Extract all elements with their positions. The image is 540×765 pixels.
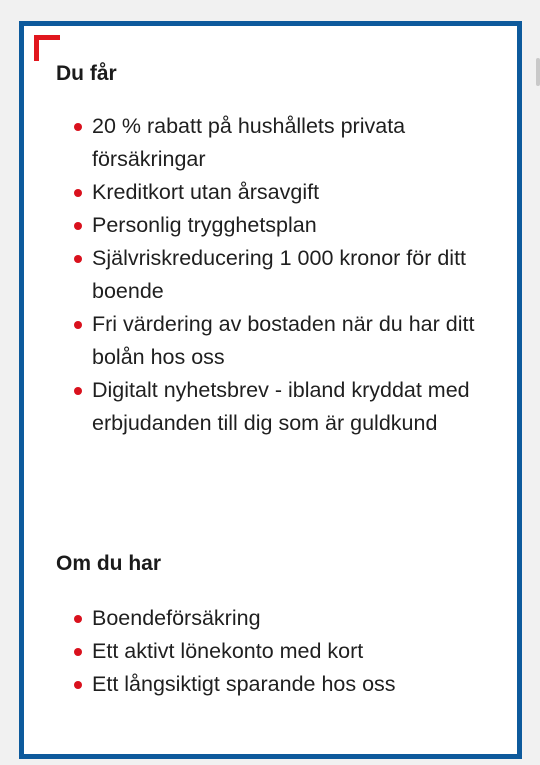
list-item-text: Personlig trygghetsplan xyxy=(92,213,317,237)
bullet-icon xyxy=(74,681,82,689)
bullet-icon xyxy=(74,189,82,197)
list-item-text: Fri värdering av bostaden när du har ditt bolån hos oss xyxy=(92,312,475,369)
section-title-if-you-have: Om du har xyxy=(56,552,162,575)
list-item xyxy=(72,374,492,440)
bullet-icon xyxy=(74,648,82,656)
list-item xyxy=(72,602,492,635)
bullet-icon xyxy=(74,387,82,395)
list-item xyxy=(72,668,492,701)
bullet-icon xyxy=(74,222,82,230)
list-item xyxy=(72,242,492,308)
list-item-text: Digitalt nyhetsbrev - ibland kryddat med erbjudanden till dig som är guldkund xyxy=(92,378,470,435)
list-item xyxy=(72,209,492,242)
bullet-icon xyxy=(74,615,82,623)
list-item-text: Boendeförsäkring xyxy=(92,606,261,630)
bullet-icon xyxy=(74,321,82,329)
list-item-text: Ett aktivt lönekonto med kort xyxy=(92,639,364,663)
corner-accent-icon xyxy=(34,35,60,61)
scrollbar-indicator[interactable] xyxy=(536,58,540,86)
list-item-text: 20 % rabatt på hushållets privata försäkringar xyxy=(92,114,406,171)
benefits-card xyxy=(19,21,522,759)
section-title-you-get: Du får xyxy=(56,62,117,85)
list-item-text: Kreditkort utan årsavgift xyxy=(92,180,320,204)
list-item-text: Ett långsiktigt sparande hos oss xyxy=(92,672,396,696)
you-get-list xyxy=(72,110,492,440)
bullet-icon xyxy=(74,123,82,131)
list-item xyxy=(72,308,492,374)
list-item xyxy=(72,635,492,668)
requirements-list xyxy=(72,602,492,701)
list-item xyxy=(72,110,492,176)
list-item xyxy=(72,176,492,209)
bullet-icon xyxy=(74,255,82,263)
list-item-text: Självriskreducering 1 000 kronor för ditt boende xyxy=(92,246,467,303)
